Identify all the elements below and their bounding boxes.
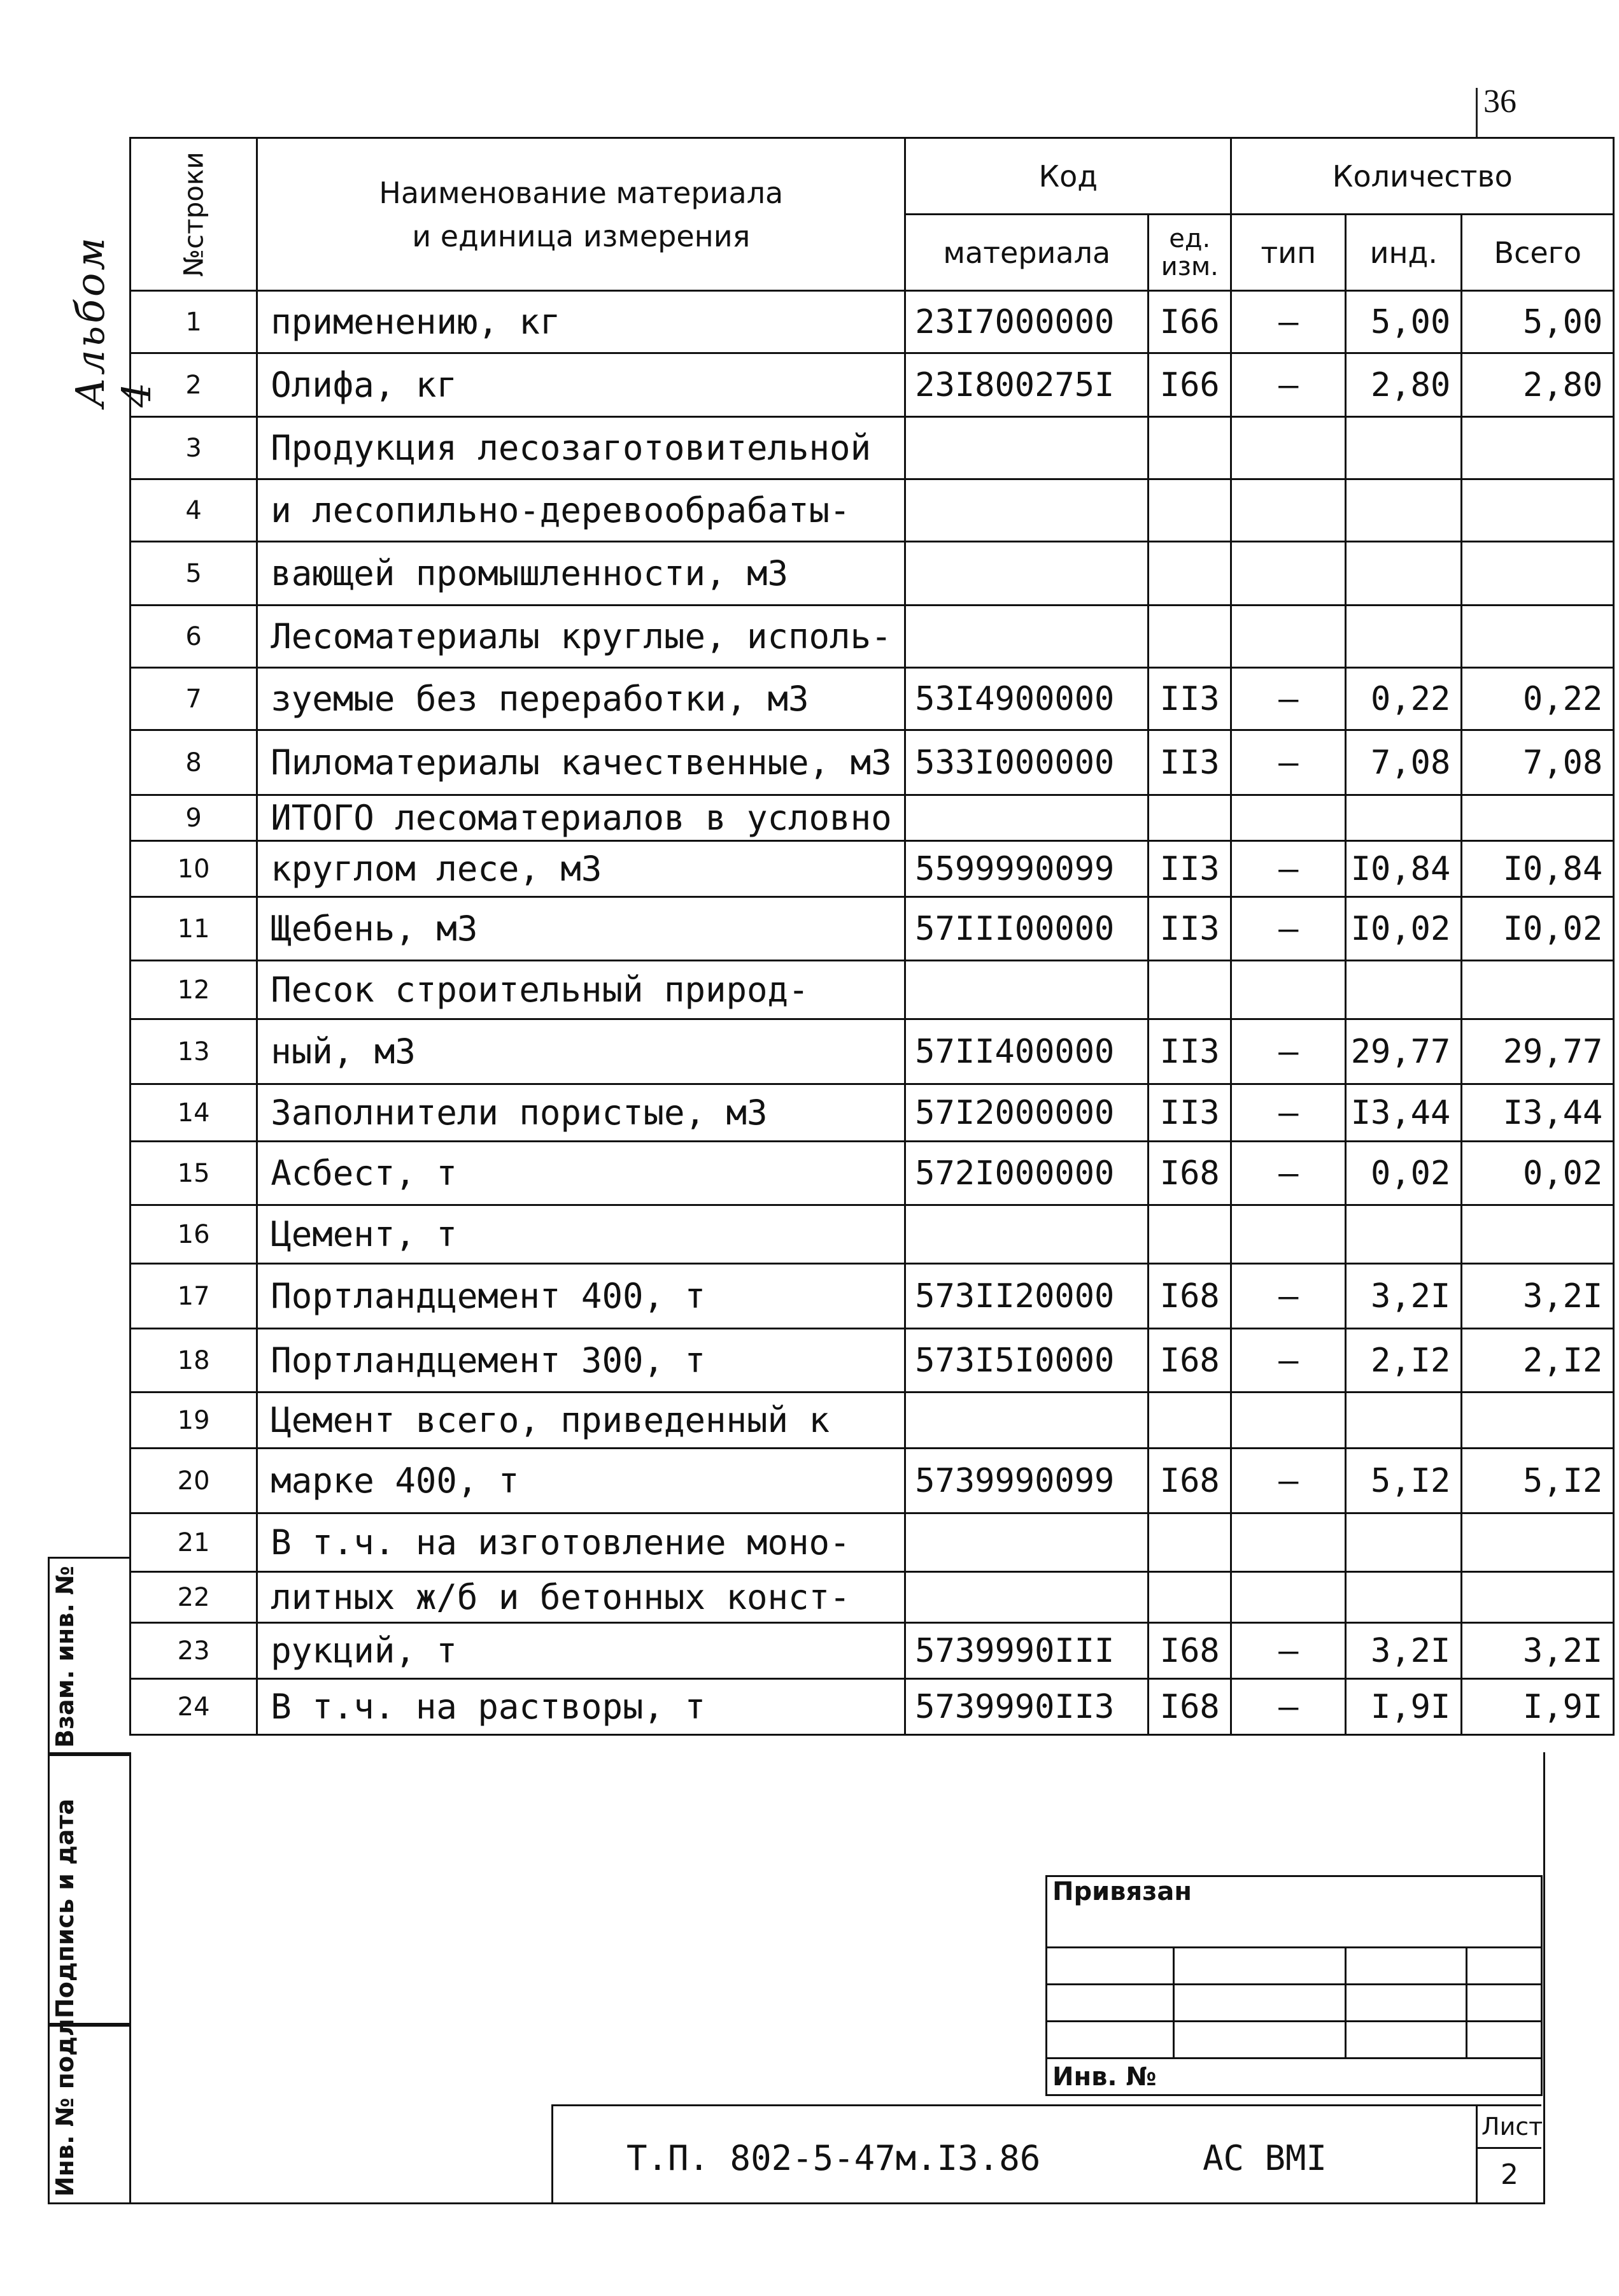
qty-type: – xyxy=(1231,291,1346,353)
header-unit xyxy=(1149,215,1231,291)
material-name: Заполнители пористые, м3 xyxy=(257,1084,905,1142)
qty-total: 7,08 xyxy=(1462,730,1614,795)
qty-total: I0,84 xyxy=(1462,841,1614,897)
unit-code: II3 xyxy=(1149,730,1231,795)
unit-code: II3 xyxy=(1149,841,1231,897)
row-number: 15 xyxy=(131,1142,257,1205)
unit-code: I68 xyxy=(1149,1623,1231,1679)
unit-code xyxy=(1149,795,1231,841)
qty-type: – xyxy=(1231,1084,1346,1142)
material-code xyxy=(905,606,1149,668)
material-code: 572I000000 xyxy=(905,1142,1149,1205)
table-row xyxy=(131,1329,1614,1392)
table-row xyxy=(131,606,1614,668)
unit-code xyxy=(1149,961,1231,1019)
header-qty-total: Всего xyxy=(1462,215,1614,291)
materials-table xyxy=(129,137,1615,1736)
material-name: Асбест, т xyxy=(257,1142,905,1205)
qty-type: – xyxy=(1231,730,1346,795)
qty-type: – xyxy=(1231,353,1346,417)
qty-ind xyxy=(1346,961,1462,1019)
qty-type xyxy=(1231,1205,1346,1264)
material-code: 5739990099 xyxy=(905,1449,1149,1513)
material-name: Портландцемент 300, т xyxy=(257,1329,905,1392)
qty-total: 0,02 xyxy=(1462,1142,1614,1205)
qty-ind: 3,2I xyxy=(1346,1264,1462,1329)
binding-table xyxy=(1045,1875,1543,2096)
qty-ind xyxy=(1346,1513,1462,1572)
material-code xyxy=(905,961,1149,1019)
qty-type xyxy=(1231,606,1346,668)
header-material-name xyxy=(257,138,905,291)
title-block xyxy=(551,2104,1478,2204)
qty-total: 3,2I xyxy=(1462,1623,1614,1679)
qty-type: – xyxy=(1231,1449,1346,1513)
unit-code: I68 xyxy=(1149,1142,1231,1205)
qty-ind: I,9I xyxy=(1346,1679,1462,1735)
row-number: 22 xyxy=(131,1572,257,1623)
qty-ind: 2,I2 xyxy=(1346,1329,1462,1392)
sheet-number: 2 xyxy=(1478,2147,1541,2204)
qty-ind xyxy=(1346,417,1462,479)
table-row xyxy=(131,730,1614,795)
qty-total xyxy=(1462,1572,1614,1623)
material-code xyxy=(905,479,1149,542)
material-name: В т.ч. на растворы, т xyxy=(257,1679,905,1735)
table-row xyxy=(131,542,1614,606)
sheet-label: Лист xyxy=(1481,2113,1543,2141)
unit-code: II3 xyxy=(1149,897,1231,961)
qty-total xyxy=(1462,479,1614,542)
material-code xyxy=(905,417,1149,479)
qty-type: – xyxy=(1231,1679,1346,1735)
header-qty-type: тип xyxy=(1231,215,1346,291)
qty-total: 0,22 xyxy=(1462,668,1614,730)
material-name: марке 400, т xyxy=(257,1449,905,1513)
unit-code: I68 xyxy=(1149,1329,1231,1392)
qty-total xyxy=(1462,961,1614,1019)
row-number: 11 xyxy=(131,897,257,961)
table-row xyxy=(131,668,1614,730)
table-row xyxy=(131,1623,1614,1679)
unit-code xyxy=(1149,606,1231,668)
table-row xyxy=(131,291,1614,353)
table-row xyxy=(131,1449,1614,1513)
qty-ind: 2,80 xyxy=(1346,353,1462,417)
material-name: Олифа, кг xyxy=(257,353,905,417)
qty-total: 5,00 xyxy=(1462,291,1614,353)
qty-ind: 29,77 xyxy=(1346,1019,1462,1084)
qty-ind xyxy=(1346,542,1462,606)
qty-type xyxy=(1231,1392,1346,1449)
material-code xyxy=(905,1513,1149,1572)
row-number: 23 xyxy=(131,1623,257,1679)
material-code: 57I2000000 xyxy=(905,1084,1149,1142)
unit-code: I66 xyxy=(1149,353,1231,417)
qty-ind xyxy=(1346,606,1462,668)
table-row xyxy=(131,1513,1614,1572)
material-code xyxy=(905,542,1149,606)
qty-total: I,9I xyxy=(1462,1679,1614,1735)
material-code: 5599990099 xyxy=(905,841,1149,897)
qty-total: 29,77 xyxy=(1462,1019,1614,1084)
qty-type: – xyxy=(1231,1264,1346,1329)
row-number: 19 xyxy=(131,1392,257,1449)
qty-type xyxy=(1231,795,1346,841)
material-code xyxy=(905,1392,1149,1449)
unit-code: I66 xyxy=(1149,291,1231,353)
qty-total xyxy=(1462,606,1614,668)
qty-total: I3,44 xyxy=(1462,1084,1614,1142)
header-unit-line1: ед. xyxy=(1169,223,1211,253)
qty-ind xyxy=(1346,795,1462,841)
material-name: Пиломатериалы качественные, м3 xyxy=(257,730,905,795)
qty-total: 2,I2 xyxy=(1462,1329,1614,1392)
qty-total xyxy=(1462,1513,1614,1572)
row-number: 9 xyxy=(131,795,257,841)
unit-code xyxy=(1149,542,1231,606)
material-name: круглом лесе, м3 xyxy=(257,841,905,897)
row-number: 16 xyxy=(131,1205,257,1264)
header-quantity-group: Количество xyxy=(1231,138,1614,215)
unit-code: II3 xyxy=(1149,1019,1231,1084)
qty-type: – xyxy=(1231,841,1346,897)
unit-code xyxy=(1149,1205,1231,1264)
album-note: Альбом 4 xyxy=(67,235,160,407)
stamp-sign-date-label: Подпись и дата xyxy=(51,1798,79,2018)
material-name: применению, кг xyxy=(257,291,905,353)
sheet-box xyxy=(1476,2104,1541,2204)
qty-total xyxy=(1462,1392,1614,1449)
qty-ind: 0,02 xyxy=(1346,1142,1462,1205)
material-name: рукций, т xyxy=(257,1623,905,1679)
binding-title: Привязан xyxy=(1047,1876,1542,1948)
material-name: Цемент, т xyxy=(257,1205,905,1264)
header-material-code: материала xyxy=(905,215,1149,291)
material-name: зуемые без переработки, м3 xyxy=(257,668,905,730)
table-row xyxy=(131,795,1614,841)
row-number: 7 xyxy=(131,668,257,730)
material-name: Щебень, м3 xyxy=(257,897,905,961)
table-row xyxy=(131,1264,1614,1329)
material-name: ИТОГО лесоматериалов в условно xyxy=(257,795,905,841)
row-number: 4 xyxy=(131,479,257,542)
table-row xyxy=(131,897,1614,961)
table-body xyxy=(131,291,1614,1735)
qty-total: 2,80 xyxy=(1462,353,1614,417)
qty-total xyxy=(1462,795,1614,841)
material-name: вающей промышленности, м3 xyxy=(257,542,905,606)
unit-code: I68 xyxy=(1149,1264,1231,1329)
stamp-orig-inv-label: Инв. № подл. xyxy=(51,2009,79,2197)
qty-type: – xyxy=(1231,668,1346,730)
material-code: 573II20000 xyxy=(905,1264,1149,1329)
row-number: 10 xyxy=(131,841,257,897)
material-name: В т.ч. на изготовление моно- xyxy=(257,1513,905,1572)
row-number: 21 xyxy=(131,1513,257,1572)
qty-ind: I0,02 xyxy=(1346,897,1462,961)
qty-total: I0,02 xyxy=(1462,897,1614,961)
header-unit-line2: изм. xyxy=(1161,252,1219,281)
material-name: Песок строительный природ- xyxy=(257,961,905,1019)
header-name-line2: и единица измерения xyxy=(412,218,751,253)
material-code: 57II400000 xyxy=(905,1019,1149,1084)
table-row xyxy=(131,1019,1614,1084)
table-row xyxy=(131,1679,1614,1735)
qty-type: – xyxy=(1231,1623,1346,1679)
qty-ind: 5,I2 xyxy=(1346,1449,1462,1513)
material-code xyxy=(905,1205,1149,1264)
qty-ind xyxy=(1346,1392,1462,1449)
material-code: 23I800275I xyxy=(905,353,1149,417)
material-name: и лесопильно-деревообрабаты- xyxy=(257,479,905,542)
unit-code xyxy=(1149,417,1231,479)
qty-total: 5,I2 xyxy=(1462,1449,1614,1513)
row-number: 1 xyxy=(131,291,257,353)
material-code xyxy=(905,1572,1149,1623)
material-name: Лесоматериалы круглые, исполь- xyxy=(257,606,905,668)
row-number: 12 xyxy=(131,961,257,1019)
unit-code xyxy=(1149,1392,1231,1449)
qty-type: – xyxy=(1231,1142,1346,1205)
material-name: Портландцемент 400, т xyxy=(257,1264,905,1329)
unit-code: I68 xyxy=(1149,1449,1231,1513)
row-number: 24 xyxy=(131,1679,257,1735)
material-code: 5739990III xyxy=(905,1623,1149,1679)
header-qty-ind: инд. xyxy=(1346,215,1462,291)
page-number: 36 xyxy=(1483,83,1516,120)
qty-total xyxy=(1462,417,1614,479)
unit-code xyxy=(1149,479,1231,542)
qty-ind: I3,44 xyxy=(1346,1084,1462,1142)
qty-type xyxy=(1231,1513,1346,1572)
binding-inv-label: Инв. № xyxy=(1047,2059,1542,2095)
qty-type: – xyxy=(1231,1019,1346,1084)
row-number: 8 xyxy=(131,730,257,795)
header-row-number: №строки xyxy=(131,138,257,291)
row-number: 2 xyxy=(131,353,257,417)
unit-code xyxy=(1149,1513,1231,1572)
material-name: Продукция лесозаготовительной xyxy=(257,417,905,479)
page-number-divider xyxy=(1476,88,1478,139)
qty-type: – xyxy=(1231,1329,1346,1392)
material-code: 573I5I0000 xyxy=(905,1329,1149,1392)
row-number: 17 xyxy=(131,1264,257,1329)
qty-ind: 3,2I xyxy=(1346,1623,1462,1679)
material-code: 57III00000 xyxy=(905,897,1149,961)
table-row xyxy=(131,1392,1614,1449)
qty-total xyxy=(1462,542,1614,606)
qty-ind xyxy=(1346,1572,1462,1623)
qty-ind: 7,08 xyxy=(1346,730,1462,795)
qty-ind xyxy=(1346,479,1462,542)
material-name: литных ж/б и бетонных конст- xyxy=(257,1572,905,1623)
qty-type xyxy=(1231,961,1346,1019)
stamp-replace-inv-label: Взам. инв. № xyxy=(51,1566,79,1748)
material-name: ный, м3 xyxy=(257,1019,905,1084)
row-number: 18 xyxy=(131,1329,257,1392)
unit-code: II3 xyxy=(1149,668,1231,730)
row-number: 3 xyxy=(131,417,257,479)
qty-type xyxy=(1231,417,1346,479)
row-number: 5 xyxy=(131,542,257,606)
qty-type xyxy=(1231,542,1346,606)
qty-ind: 5,00 xyxy=(1346,291,1462,353)
qty-type xyxy=(1231,1572,1346,1623)
header-code-group: Код xyxy=(905,138,1231,215)
table-row xyxy=(131,1572,1614,1623)
table-row xyxy=(131,417,1614,479)
unit-code: II3 xyxy=(1149,1084,1231,1142)
header-name-line1: Наименование материала xyxy=(379,175,784,210)
row-number: 6 xyxy=(131,606,257,668)
qty-ind: 0,22 xyxy=(1346,668,1462,730)
material-name: Цемент всего, приведенный к xyxy=(257,1392,905,1449)
table-row xyxy=(131,1205,1614,1264)
table-row xyxy=(131,961,1614,1019)
material-code xyxy=(905,795,1149,841)
row-number: 14 xyxy=(131,1084,257,1142)
qty-total: 3,2I xyxy=(1462,1264,1614,1329)
material-code: 5739990II3 xyxy=(905,1679,1149,1735)
table-row xyxy=(131,1142,1614,1205)
table-row xyxy=(131,1084,1614,1142)
row-number: 20 xyxy=(131,1449,257,1513)
qty-type xyxy=(1231,479,1346,542)
qty-total xyxy=(1462,1205,1614,1264)
unit-code: I68 xyxy=(1149,1679,1231,1735)
table-row xyxy=(131,353,1614,417)
qty-ind: I0,84 xyxy=(1346,841,1462,897)
unit-code xyxy=(1149,1572,1231,1623)
material-code: 53I4900000 xyxy=(905,668,1149,730)
document-mark: АС ВМI xyxy=(1203,2138,1327,2178)
material-code: 533I000000 xyxy=(905,730,1149,795)
row-number: 13 xyxy=(131,1019,257,1084)
qty-type: – xyxy=(1231,897,1346,961)
table-row xyxy=(131,479,1614,542)
material-code: 23I7000000 xyxy=(905,291,1149,353)
qty-ind xyxy=(1346,1205,1462,1264)
table-row xyxy=(131,841,1614,897)
document-code: Т.П. 802-5-47м.I3.86 xyxy=(626,2138,1041,2178)
